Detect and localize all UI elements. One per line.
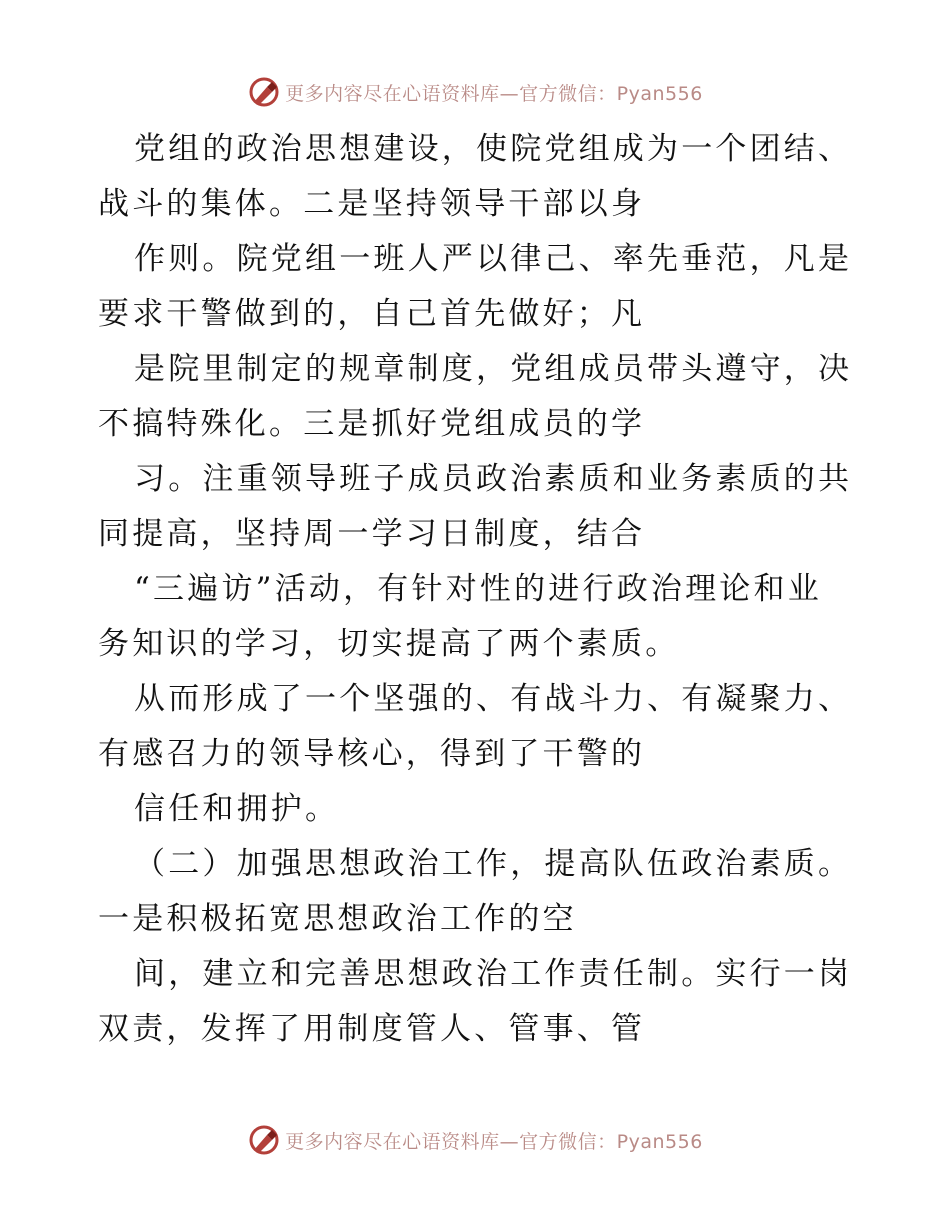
pen-nib-logo-icon: [247, 1123, 281, 1157]
paragraph-line: 党组的政治思想建设，使院党组成为一个团结、: [134, 131, 853, 167]
paragraph-line: 间，建立和完善思想政治工作责任制。实行一岗: [134, 956, 853, 992]
paragraph-line: 要求干警做到的，自己首先做好；凡: [98, 296, 646, 332]
paragraph-line: 是院里制定的规章制度，党组成员带头遵守，决: [134, 351, 853, 387]
paragraph-line: 双责，发挥了用制度管人、管事、管: [98, 1011, 646, 1047]
paragraph-line: 战斗的集体。二是坚持领导干部以身: [98, 186, 646, 222]
paragraph-line: 务知识的学习，切实提高了两个素质。: [98, 626, 680, 662]
footer-watermark-banner: [0, 1120, 950, 1160]
watermark-text: 更多内容尽在心语资料库—官方微信：Pyan556: [285, 82, 703, 105]
paragraph-line: “三遍访”活动，有针对性的进行政治理论和业: [134, 571, 822, 607]
paragraph-line: 作则。院党组一班人严以律己、率先垂范，凡是: [134, 241, 853, 277]
paragraph-line: 一是积极拓宽思想政治工作的空: [98, 901, 577, 937]
document-body: [98, 122, 858, 1057]
paragraph-line: （二）加强思想政治工作，提高队伍政治素质。: [134, 846, 853, 882]
paragraph-line: 习。注重领导班子成员政治素质和业务素质的共: [134, 461, 853, 497]
paragraph-line: 有感召力的领导核心，得到了干警的: [98, 736, 646, 772]
paragraph-line: 从而形成了一个坚强的、有战斗力、有凝聚力、: [134, 681, 853, 717]
watermark-text: 更多内容尽在心语资料库—官方微信：Pyan556: [285, 1130, 703, 1153]
paragraph-line: 信任和拥护。: [134, 791, 340, 827]
paragraph-line: 不搞特殊化。三是抓好党组成员的学: [98, 406, 646, 442]
pen-nib-logo-icon: [247, 75, 281, 109]
paragraph-line: 同提高，坚持周一学习日制度，结合: [98, 516, 646, 552]
header-watermark-banner: [0, 72, 950, 112]
